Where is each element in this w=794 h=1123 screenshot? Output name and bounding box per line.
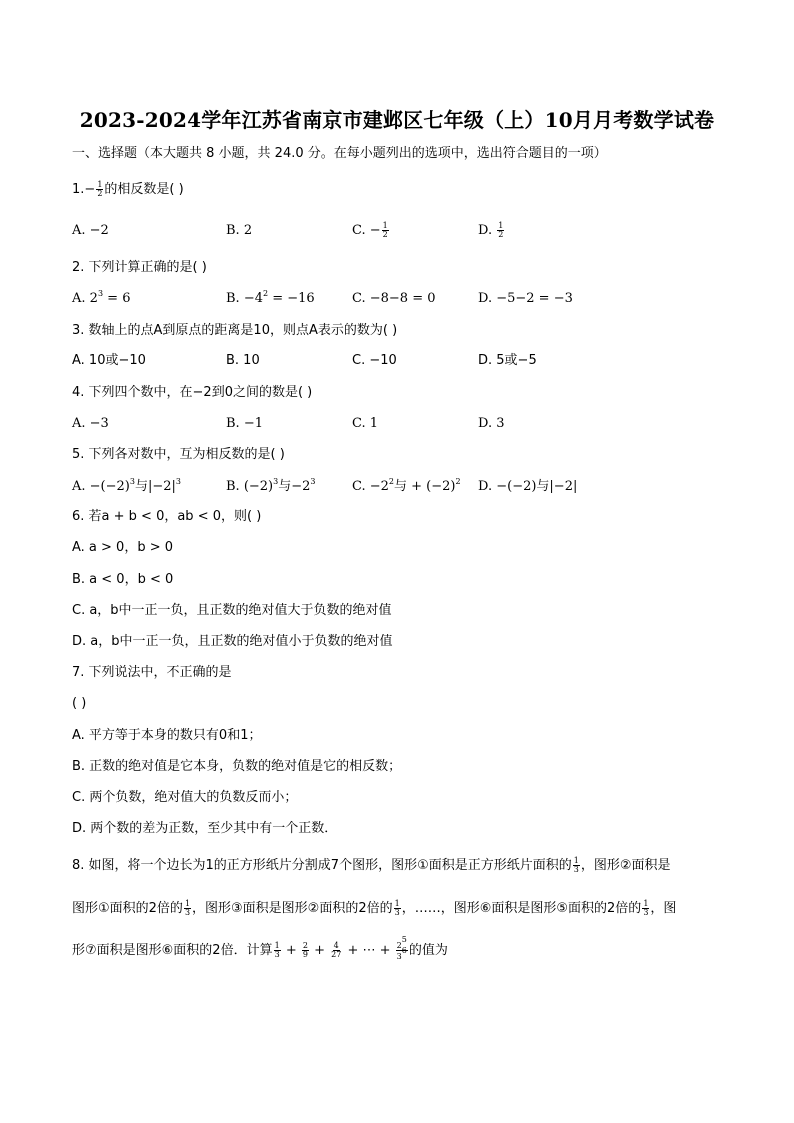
question-4-stem: 4. 下列四个数中，在−2到0之间的数是( ) (72, 385, 313, 400)
fraction (302, 942, 309, 959)
plus-sign: + (281, 943, 301, 958)
denominator: 3 (573, 865, 579, 874)
q3-option-b[interactable]: B. 10 (226, 353, 260, 368)
question-7-paren: ( ) (72, 696, 87, 711)
fraction (394, 900, 401, 917)
plus-sign: + (309, 943, 330, 958)
q1-option-c[interactable] (352, 222, 390, 240)
q4-option-c[interactable]: C. 1 (352, 416, 379, 431)
question-8-line-3 (72, 935, 448, 961)
option-text: = 6 (103, 291, 131, 306)
option-label: D. (478, 223, 497, 238)
question-3-stem: 3. 数轴上的点A到原点的距离是10，则点A表示的数为( ) (72, 323, 398, 338)
q3-option-c[interactable]: C. −10 (352, 353, 397, 368)
exponent: 3 (175, 477, 181, 486)
stem-text: 形⑦面积是图形⑥面积的2倍．计算 (72, 943, 273, 958)
stem-text: ，……，图形⑥面积是图形⑤面积的2倍的 (401, 901, 642, 916)
exponent: 3 (273, 477, 279, 486)
stem-text: 的相反数是( ) (104, 182, 184, 197)
denominator: 3 (274, 950, 280, 959)
page-title: 2023-2024学年江苏省南京市建邺区七年级（上）10月月考数学试卷 (79, 108, 715, 132)
numerator: 1 (573, 856, 579, 865)
option-text: A. −(−2) (72, 479, 130, 494)
q1-option-a[interactable]: A. −2 (72, 223, 109, 238)
question-2-stem: 2. 下列计算正确的是( ) (72, 260, 207, 275)
question-5-stem: 5. 下列各对数中，互为相反数的是( ) (72, 447, 285, 462)
exponent: 2 (455, 477, 461, 486)
stem-text: ，图形③面积是图形②面积的2倍的 (192, 901, 393, 916)
q5-option-b[interactable] (226, 478, 315, 496)
denominator: 3 (184, 908, 191, 917)
q5-option-d[interactable]: D. −(−2)与|−2| (478, 479, 578, 494)
q4-option-b[interactable]: B. −1 (226, 416, 263, 431)
q7-option-a[interactable]: A. 平方等于本身的数只有0和1； (72, 728, 262, 743)
q3-option-d[interactable]: D. 5或−5 (478, 353, 537, 368)
numerator: 1 (498, 221, 504, 230)
base: 3 (396, 952, 402, 961)
base: 2 (396, 941, 402, 950)
exponent: 3 (97, 289, 104, 298)
denominator: 3 (643, 908, 649, 917)
denominator: 3 (394, 908, 400, 917)
option-text: = −16 (268, 291, 315, 306)
exponent: 3 (310, 477, 316, 486)
fraction (573, 857, 580, 874)
numerator: 2 (302, 941, 308, 950)
fraction (396, 935, 408, 961)
q2-option-c[interactable]: C. −8−8 = 0 (352, 291, 436, 306)
q5-option-a[interactable] (72, 478, 181, 496)
denominator: 2 (498, 230, 504, 239)
q1-option-d[interactable] (478, 222, 505, 240)
ellipsis-sum: + ⋯ + (343, 943, 395, 958)
question-6-stem: 6. 若a + b < 0，ab < 0，则( ) (72, 509, 262, 524)
question-7-stem: 7. 下列说法中，不正确的是 (72, 665, 232, 680)
fraction (382, 222, 389, 239)
stem-text: ，图 (650, 901, 677, 916)
option-text: 与−2 (278, 479, 311, 494)
numerator: 1 (274, 941, 280, 950)
option-text: B. (−2) (226, 479, 274, 494)
numerator: 4 (333, 941, 339, 950)
option-text: 与 + (−2) (394, 479, 456, 494)
question-8-line-2 (72, 900, 676, 918)
denominator: 2 (97, 189, 103, 198)
q2-option-b[interactable] (226, 290, 315, 308)
option-text: B. −4 (226, 291, 263, 306)
q6-option-a[interactable]: A. a > 0，b > 0 (72, 540, 174, 555)
fraction (497, 222, 504, 239)
q4-option-a[interactable]: A. −3 (72, 416, 109, 431)
option-text: C. −2 (352, 479, 389, 494)
option-label: C. − (352, 223, 381, 238)
stem-text: ，图形②面积是 (580, 858, 671, 873)
exponent: 6 (401, 946, 407, 955)
q7-option-d[interactable]: D. 两个数的差为正数，至少其中有一个正数． (72, 821, 338, 836)
denominator: 2 (382, 230, 388, 239)
q7-option-b[interactable]: B. 正数的绝对值是它本身，负数的绝对值是它的相反数； (72, 759, 402, 774)
denominator: 9 (302, 950, 308, 959)
denominator: 27 (331, 950, 342, 959)
exponent: 2 (262, 289, 269, 298)
fraction (274, 942, 281, 959)
fraction (96, 181, 103, 198)
q2-option-a[interactable] (72, 290, 130, 308)
q6-option-d[interactable]: D. a，b中一正一负，且正数的绝对值小于负数的绝对值 (72, 634, 393, 649)
q2-option-d[interactable]: D. −5−2 = −3 (478, 291, 573, 306)
q3-option-a[interactable]: A. 10或−10 (72, 353, 146, 368)
exponent: 2 (388, 477, 395, 486)
numerator: 1 (394, 899, 400, 908)
option-text: 与|−2| (134, 479, 176, 494)
fraction (184, 900, 191, 917)
option-text: A. 2 (72, 291, 98, 306)
numerator: 1 (382, 221, 388, 230)
stem-text: 的值为 (408, 943, 448, 958)
exponent: 5 (401, 935, 407, 944)
minus-sign: − (84, 182, 96, 197)
exponent: 3 (129, 477, 135, 486)
fraction (330, 942, 342, 959)
fraction (642, 900, 649, 917)
q6-option-c[interactable]: C. a，b中一正一负，且正数的绝对值大于负数的绝对值 (72, 603, 392, 618)
section-heading: 一、选择题（本大题共 8 小题，共 24.0 分。在每小题列出的选项中，选出符合题目的一项） (72, 146, 607, 161)
q5-option-c[interactable] (352, 478, 461, 496)
stem-text: 图形①面积的2倍的 (72, 901, 183, 916)
question-8-line-1 (72, 857, 670, 875)
q6-option-b[interactable]: B. a < 0，b < 0 (72, 572, 174, 587)
q4-option-d[interactable]: D. 3 (478, 416, 505, 431)
q7-option-c[interactable]: C. 两个负数，绝对值大的负数反而小； (72, 790, 298, 805)
question-1-stem (72, 181, 184, 199)
numerator: 1 (97, 180, 103, 189)
denominator (396, 946, 408, 961)
question-number: 1. (72, 182, 85, 197)
numerator: 1 (184, 899, 191, 908)
q1-option-b[interactable]: B. 2 (226, 223, 253, 238)
stem-text: 8. 如图，将一个边长为1的正方形纸片分割成7个图形，图形①面积是正方形纸片面积的 (72, 858, 572, 873)
numerator: 1 (643, 899, 649, 908)
